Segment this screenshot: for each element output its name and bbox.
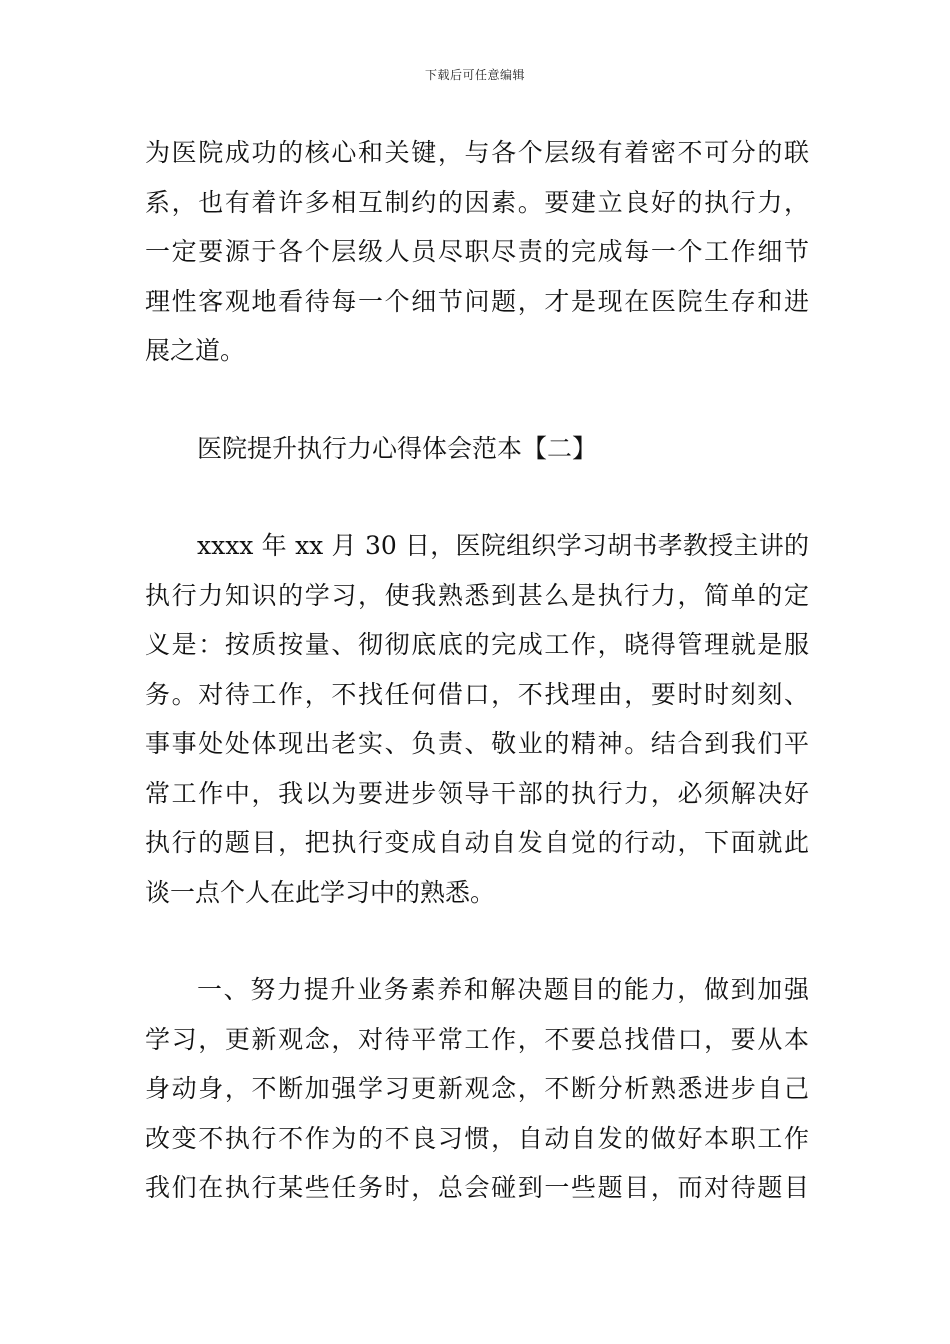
text-line: 系，也有着许多相互制约的因素。要建立良好的执行力， (145, 187, 809, 217)
paragraph-2 (145, 521, 809, 917)
text-line: 执行的题目，把执行变成自动自发自觉的行动，下面就此 (145, 828, 809, 857)
section-heading: 医院提升执行力心得体会范本【二】 (197, 433, 598, 463)
text-line: 展之道。 (145, 336, 246, 365)
paragraph-gap (145, 473, 809, 521)
text-line: 改变不执行不作为的不良习惯，自动自发的做好本职工作 (145, 1123, 809, 1153)
paragraph-gap (145, 376, 809, 424)
paragraph-3 (145, 965, 809, 1213)
text-line: 一、努力提升业务素养和解决题目的能力，做到加强 (197, 975, 809, 1004)
text-line: 事事处处体现出老实、负责、敬业的精神。结合到我们平 (145, 729, 809, 758)
page-header: 下载后可任意编辑 (424, 68, 525, 82)
paragraph-gap (145, 917, 809, 965)
text-line: 常工作中，我以为要进步领导干部的执行力，必须解决好 (145, 778, 809, 808)
text-line: xxxx 年 xx 月 30 日，医院组织学习胡书孝教授主讲的 (197, 531, 809, 560)
text-line: 执行力知识的学习，使我熟悉到甚么是执行力，简单的定 (145, 580, 809, 610)
text-line: 一定要源于各个层级人员尽职尽责的完成每一个工作细节 (145, 237, 809, 266)
text-line: 谈一点个人在此学习中的熟悉。 (145, 877, 496, 907)
text-line: 身动身，不断加强学习更新观念，不断分析熟悉进步自己 (145, 1074, 809, 1103)
paragraph-1 (145, 128, 809, 376)
text-line: 理性客观地看待每一个细节问题，才是现在医院生存和进 (145, 286, 809, 316)
text-line: 学习，更新观念，对待平常工作，不要总找借口，要从本 (145, 1024, 809, 1054)
document-body (145, 128, 809, 1213)
text-line: 我们在执行某些任务时，总会碰到一些题目，而对待题目 (145, 1173, 809, 1202)
text-line: 义是：按质按量、彻彻底底的完成工作，晓得管理就是服 (145, 630, 809, 659)
text-line: 为医院成功的核心和关键，与各个层级有着密不可分的联 (145, 138, 809, 167)
text-line: 务。对待工作，不找任何借口，不找理由，要时时刻刻、 (145, 679, 809, 709)
